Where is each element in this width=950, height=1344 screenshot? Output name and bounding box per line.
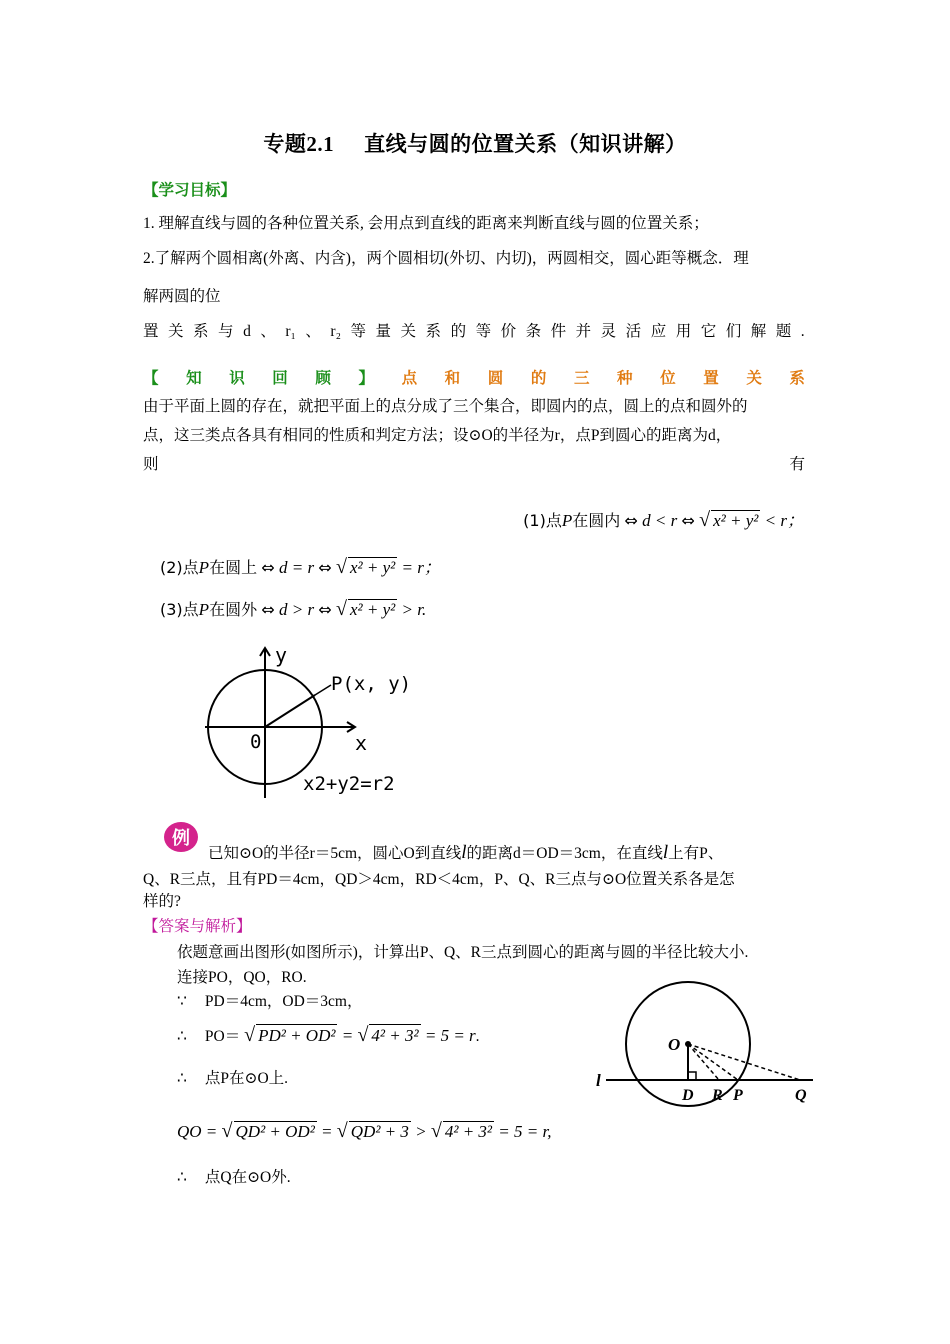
conclusion-p: ∴ 点P在⊙O上. [177,1070,289,1087]
circle-coordinate-figure [195,640,425,805]
condition-inside: (1)点P在圆内 ⇔ d < r ⇔ √ x² + y² < r； [523,509,804,531]
goal-item-2-line3: 置 关 系 与 d 、 r₁ 、 r₂ 等 量 关 系 的 等 价 条 件 并 灵 活 应 用 它 们 解 题 . [143,323,805,340]
point-label: P(x, y) [331,673,412,695]
example-line-3: 样的? [143,893,181,910]
origin-label: 0 [250,731,262,753]
title-text: 直线与圆的位置关系（知识讲解） [364,132,687,156]
goal-item-2-line1: 2.了解两个圆相离(外离、内含)，两个圆相切(外切、内切)，两圆相交，圆心距等概念．理 [143,250,749,267]
conclusion-q: ∴ 点Q在⊙O外. [177,1169,291,1186]
review-line-2: 点，这三类点各具有相同的性质和判定方法；设⊙O的半径为r，点P到圆心的距离为d， [143,427,732,444]
because-line: ∵ PD＝4cm，OD＝3cm， [177,993,363,1010]
right-angle-mark [688,1072,696,1080]
goal-item-2-line2: 解两圆的位 [143,288,221,305]
page-title [0,128,950,158]
radius-segment [265,695,315,727]
r-label: R [712,1087,723,1104]
answer-line-1: 依题意画出图形(如图所示)，计算出P、Q、R三点到圆心的距离与圆的半径比较大小. [177,944,749,961]
review-line-3: 则 有 [143,456,805,473]
review-header: 【 知 识 回 顾 】 点 和 圆 的 三 种 位 置 关 系 [143,370,805,387]
condition-on: (2)点P在圆上 ⇔ d = r ⇔ √ x² + y² = r； [160,556,441,578]
y-label: y [275,643,288,667]
condition-outside: (3)点P在圆外 ⇔ d > r ⇔ √ x² + y² > r. [160,598,427,620]
answer-line-2: 连接PO，QO，RO. [177,969,307,986]
example-badge-icon [162,820,200,854]
example-line-1: 已知⊙O的半径r＝5cm，圆心O到直线l的距离d＝OD＝3cm，在直线l上有P、 [208,842,724,863]
line-label: l [596,1071,601,1090]
po-equation: ∴ PO＝ √ PD² + OD² = √ 4² + 3² = 5 = r. [177,1024,480,1046]
q-label: Q [795,1087,807,1104]
d-label: D [682,1087,694,1104]
goals-header: 【学习目标】 [143,182,237,199]
circle-equation: x2+y2=r2 [303,773,395,795]
x-label: x [355,731,368,755]
svg-text:例: 例 [172,828,190,849]
qo-equation: QO = √ QD² + OD² = √ QD² + 3 > √ 4² + 3² = 5 = r, [177,1120,552,1142]
goal-item-1: 1. 理解直线与圆的各种位置关系, 会用点到直线的距离来判断直线与圆的位置关系； [143,215,709,232]
p-label: P [733,1087,743,1104]
answer-header: 【答案与解析】 [143,918,252,935]
example-line-2: Q、R三点，且有PD＝4cm，QD＞4cm，RD＜4cm，P、Q、R三点与⊙O位置关系各是怎 [143,871,735,888]
review-line-1: 由于平面上圆的存在，就把平面上的点分成了三个集合，即圆内的点，圆上的点和圆外的 [143,398,748,415]
center-label: O [668,1035,681,1054]
title-number: 专题2.1 [263,132,335,156]
circle-line-figure [588,980,818,1120]
